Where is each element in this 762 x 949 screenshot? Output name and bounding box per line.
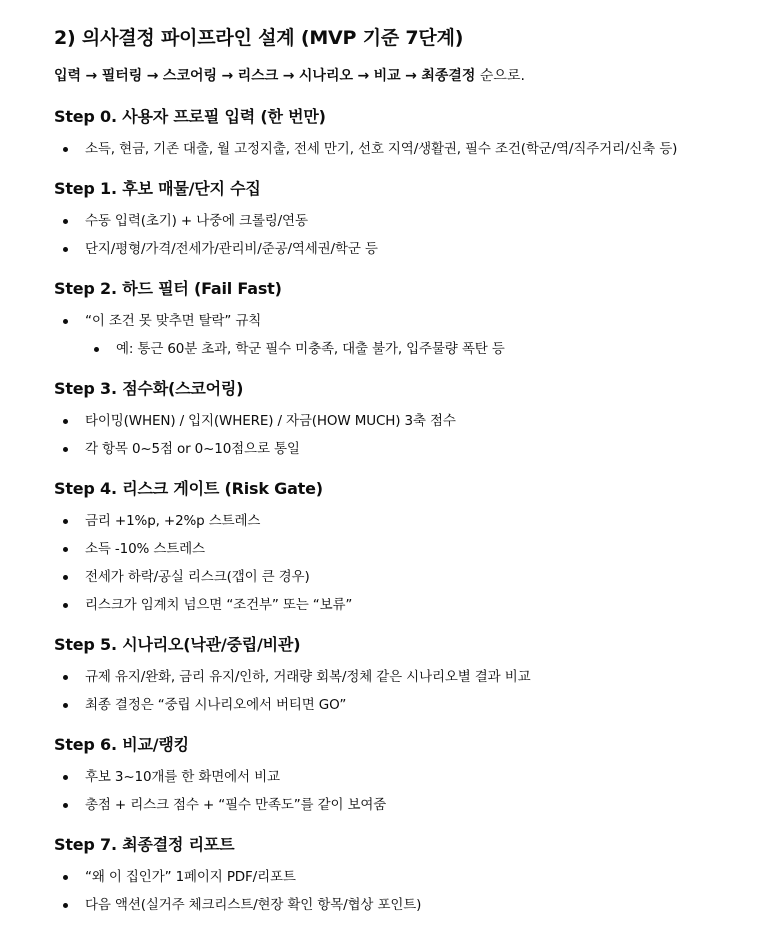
list-item: 전세가 하락/공실 리스크(갭이 큰 경우) — [54, 563, 708, 591]
step-section — [54, 633, 708, 719]
step-section — [54, 833, 708, 919]
bullet-list — [54, 663, 708, 719]
flow-arrow: → — [282, 68, 295, 84]
list-item: 수동 입력(초기) + 나중에 크롤링/연동 — [54, 207, 708, 235]
step-section — [54, 733, 708, 819]
step-heading: Step 6. 비교/랭킹 — [54, 735, 189, 754]
flow-step: 리스크 — [237, 68, 279, 84]
section-title: 2) 의사결정 파이프라인 설계 (MVP 기준 7단계) — [54, 27, 464, 49]
flow-suffix: 순으로. — [479, 68, 525, 84]
flow-arrow: → — [85, 68, 98, 84]
flow-step: 시나리오 — [298, 68, 353, 84]
step-heading: Step 3. 점수화(스코어링) — [54, 379, 244, 398]
list-item: 단지/평형/가격/전세가/관리비/준공/역세권/학군 등 — [54, 235, 708, 263]
bullet-list — [54, 207, 708, 263]
list-item: 규제 유지/완화, 금리 유지/인하, 거래량 회복/정체 같은 시나리오별 결과 비교 — [54, 663, 708, 691]
step-section — [54, 105, 708, 163]
flow-arrow: → — [405, 68, 417, 84]
step-section — [54, 377, 708, 463]
bullet-list — [54, 507, 708, 619]
step-heading: Step 4. 리스크 게이트 (Risk Gate) — [54, 479, 323, 498]
step-heading: Step 5. 시나리오(낙관/중립/비관) — [54, 635, 301, 654]
pipeline-flow — [54, 65, 708, 87]
step-heading: Step 7. 최종결정 리포트 — [54, 835, 235, 854]
list-item: 소득, 현금, 기존 대출, 월 고정지출, 전세 만기, 선호 지역/생활권, 필수 조건(학군/역/직주거리/신축 등) — [54, 135, 708, 163]
flow-step: 비교 — [373, 68, 401, 84]
sub-list-item: 예: 통근 60분 초과, 학군 필수 미충족, 대출 불가, 입주물량 폭탄 등 — [54, 335, 708, 363]
bullet-list — [54, 307, 708, 363]
list-item: 최종 결정은 “중립 시나리오에서 버티면 GO” — [54, 691, 708, 719]
bullet-list — [54, 135, 708, 163]
flow-step: 입력 — [54, 68, 82, 84]
flow-step: 스코어링 — [162, 68, 218, 84]
step-heading: Step 0. 사용자 프로필 입력 (한 번만) — [54, 107, 326, 126]
step-section — [54, 277, 708, 363]
flow-arrow: → — [357, 68, 370, 84]
step-heading: Step 2. 하드 필터 (Fail Fast) — [54, 279, 282, 298]
list-item: 타이밍(WHEN) / 입지(WHERE) / 자금(HOW MUCH) 3축 점수 — [54, 407, 708, 435]
step-section — [54, 177, 708, 263]
flow-step: 최종결정 — [421, 68, 476, 84]
flow-arrow: → — [146, 68, 159, 84]
bullet-list — [54, 407, 708, 463]
flow-step: 필터링 — [101, 68, 143, 84]
list-item: 총점 + 리스크 점수 + “필수 만족도”를 같이 보여줌 — [54, 791, 708, 819]
list-item: 리스크가 임계치 넘으면 “조건부” 또는 “보류” — [54, 591, 708, 619]
bullet-list — [54, 863, 708, 919]
list-item: 금리 +1%p, +2%p 스트레스 — [54, 507, 708, 535]
list-item: 소득 -10% 스트레스 — [54, 535, 708, 563]
list-item: 각 항목 0~5점 or 0~10점으로 통일 — [54, 435, 708, 463]
list-item: “왜 이 집인가” 1페이지 PDF/리포트 — [54, 863, 708, 891]
flow-arrow: → — [221, 68, 234, 84]
list-item: “이 조건 못 맞추면 탈락” 규칙 — [54, 307, 708, 335]
steps-list — [54, 105, 708, 919]
step-section — [54, 477, 708, 619]
step-heading: Step 1. 후보 매물/단지 수집 — [54, 179, 261, 198]
list-item: 다음 액션(실거주 체크리스트/현장 확인 항목/협상 포인트) — [54, 891, 708, 919]
list-item: 후보 3~10개를 한 화면에서 비교 — [54, 763, 708, 791]
bullet-list — [54, 763, 708, 819]
